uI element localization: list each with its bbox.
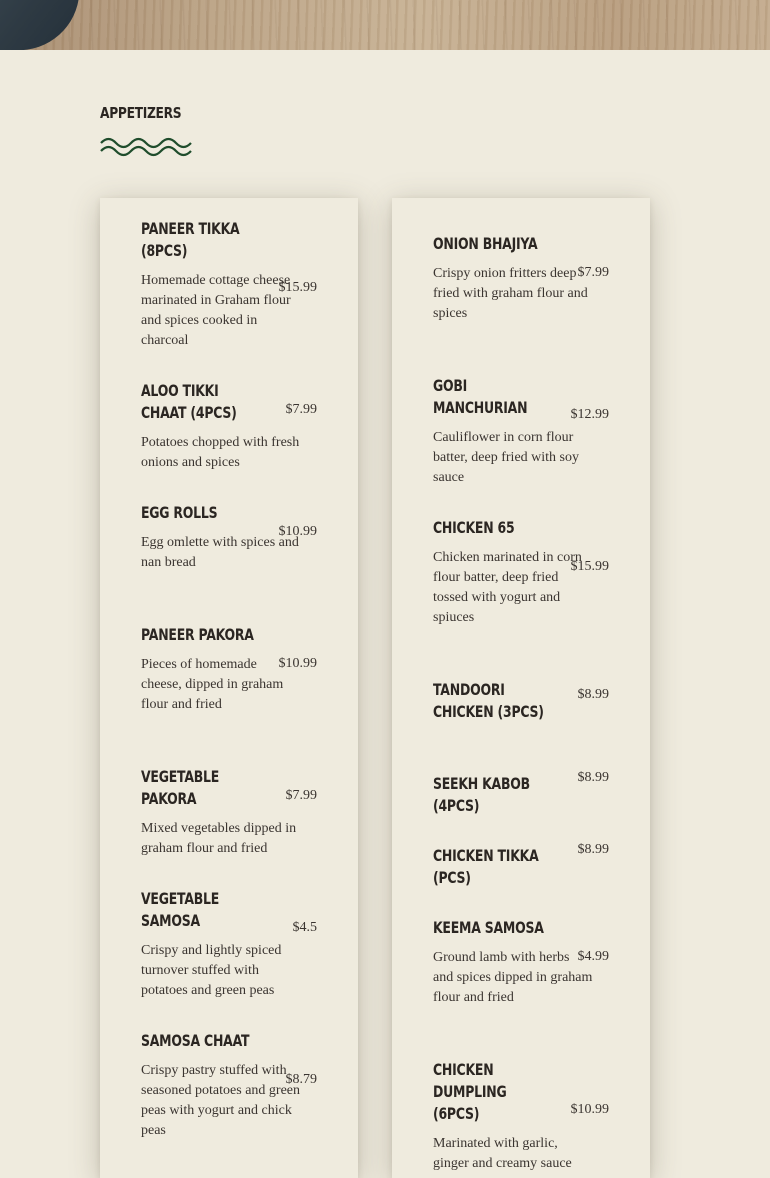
menu-item: [433, 917, 609, 1008]
item-price: $8.99: [577, 770, 609, 785]
menu-item: [433, 842, 609, 889]
item-name: TANDOORI CHICKEN (3PCS): [433, 680, 544, 721]
item-price: $12.99: [570, 407, 609, 422]
menu-item: [433, 375, 609, 488]
item-name: CHICKEN DUMPLING (6PCS): [433, 1060, 507, 1123]
item-name: GOBI MANCHURIAN: [433, 376, 528, 417]
item-name: VEGETABLE PAKORA: [141, 767, 220, 808]
menu-item: [141, 1030, 317, 1141]
item-name: KEEMA SAMOSA: [433, 918, 544, 937]
pan-image: [0, 0, 87, 50]
item-description: Crispy onion fritters deep fried with graham flour and spices: [433, 266, 588, 321]
item-description: Crispy and lightly spiced turnover stuffed with potatoes and green peas: [141, 943, 282, 998]
menu-item: [433, 1059, 609, 1174]
item-price: $7.99: [285, 788, 317, 803]
item-name: SEEKH KABOB (4PCS): [433, 774, 530, 815]
item-name: CHICKEN TIKKA (PCS): [433, 846, 539, 887]
item-price: $10.99: [570, 1102, 609, 1117]
menu-item: [141, 624, 317, 715]
item-description: Homemade cottage cheese marinated in Graham flour and spices cooked in charcoal: [141, 273, 291, 348]
item-description: Cauliflower in corn flour batter, deep fried with soy sauce: [433, 430, 580, 485]
item-price: $10.99: [278, 524, 317, 539]
item-description: Egg omlette with spices and nan bread: [141, 535, 299, 570]
section-title: APPETIZERS: [100, 104, 182, 122]
item-price: $15.99: [278, 280, 317, 295]
item-name: ONION BHAJIYA: [433, 234, 538, 253]
menu-column-right: [392, 198, 650, 1178]
item-name: PANEER PAKORA: [141, 625, 254, 644]
hero-image: [0, 0, 770, 50]
item-price: $8.79: [285, 1072, 317, 1087]
wave-divider-icon: [100, 136, 194, 160]
item-price: $8.99: [577, 687, 609, 702]
item-name: CHICKEN 65: [433, 518, 515, 537]
item-price: $10.99: [278, 656, 317, 671]
item-description: Ground lamb with herbs and spices dipped in graham flour and fried: [433, 950, 593, 1005]
item-description: Potatoes chopped with fresh onions and spices: [141, 435, 300, 470]
menu-item: [141, 766, 317, 859]
item-name: VEGETABLE SAMOSA: [141, 889, 220, 930]
item-name: ALOO TIKKI CHAAT (4PCS): [141, 381, 237, 422]
item-description: Chicken marinated in corn flour batter, deep fried tossed with yogurt and spiuces: [433, 550, 582, 625]
menu-item: [141, 888, 317, 1001]
menu-item: [141, 218, 317, 351]
item-description: Crispy pastry stuffed with seasoned potatoes and green peas with yogurt and chick peas: [141, 1063, 300, 1138]
item-description: Marinated with garlic, ginger and creamy sauce: [433, 1136, 572, 1171]
item-price: $8.99: [577, 842, 609, 857]
item-price: $4.5: [292, 920, 317, 935]
item-price: $7.99: [285, 402, 317, 417]
item-name: SAMOSA CHAAT: [141, 1031, 250, 1050]
item-name: PANEER TIKKA (8PCS): [141, 219, 240, 260]
item-price: $15.99: [570, 559, 609, 574]
menu-item: [141, 380, 317, 473]
menu-item: [433, 233, 609, 324]
menu-item: [433, 770, 609, 817]
menu-item: [433, 517, 609, 628]
menu-item: [433, 679, 609, 723]
item-name: EGG ROLLS: [141, 503, 218, 522]
item-description: Pieces of homemade cheese, dipped in graham flour and fried: [141, 657, 284, 712]
item-price: $4.99: [577, 949, 609, 964]
menu-column-left: [100, 198, 358, 1178]
item-price: $7.99: [577, 265, 609, 280]
item-description: Mixed vegetables dipped in graham flour and fried: [141, 821, 297, 856]
menu-item: [141, 502, 317, 573]
